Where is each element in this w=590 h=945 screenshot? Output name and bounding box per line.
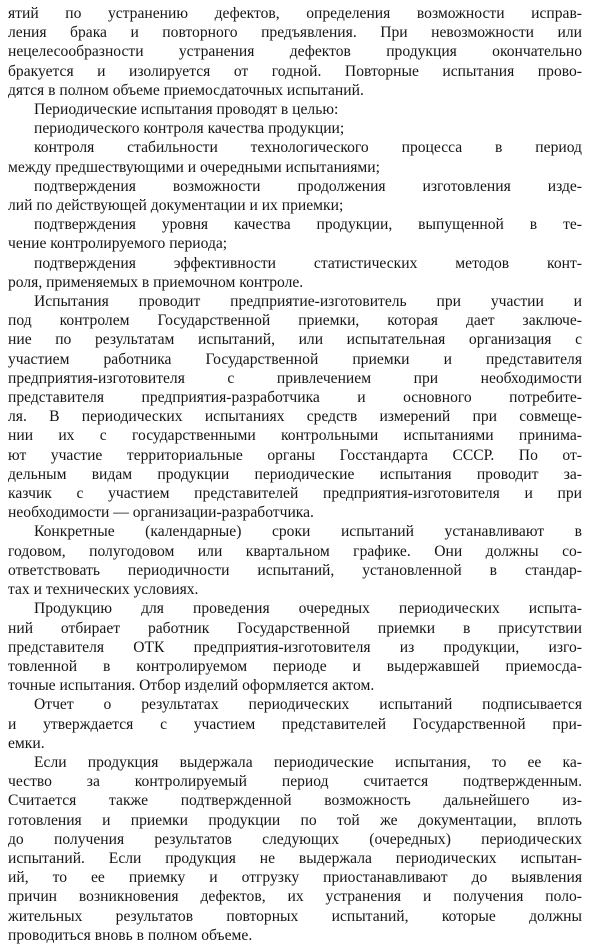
paragraph: [8, 254, 582, 292]
text-line: жительных результатов повторных испытаний, которые должны: [8, 907, 582, 925]
paragraph: [8, 215, 582, 253]
text-line: под контролем Государственной приемки, которая дает заключе-: [8, 312, 582, 330]
text-line: Конкретные (календарные) сроки испытаний устанавливают в: [34, 523, 582, 541]
text-line: ют участие территориальные органы Госстандарта СССР. По от-: [8, 446, 582, 464]
text-line: чение контролируемого периода;: [8, 235, 228, 253]
text-line: дельным видам продукции периодические испытания проводит за-: [8, 465, 582, 483]
text-line: подтверждения эффективности статистических методов конт-: [34, 254, 582, 272]
paragraph: [8, 119, 582, 138]
text-line: Испытания проводит предприятие-изготовитель при участии и: [34, 293, 582, 311]
text-line: Отчет о результатах периодических испытаний подписывается: [34, 696, 582, 714]
text-line: ля. В периодических испытаниях средств измерений при совмеще-: [8, 408, 582, 426]
text-line: лий по действующей документации и их приемки;: [8, 197, 344, 215]
text-line: ний отбирает работник Государственной приемки в присутствии: [8, 619, 582, 637]
text-line: точные испытания. Отбор изделий оформляется актом.: [8, 677, 375, 695]
text-line: ления брака и повторного предъявления. При невозможности или: [8, 24, 582, 42]
text-line: необходимости — организации-разработчика.: [8, 504, 314, 522]
paragraph: [8, 695, 582, 753]
text-line: Считается также подтвержденной возможность дальнейшего из-: [8, 792, 582, 810]
text-line: нии их с государственными контрольными испытаниями принима-: [8, 427, 582, 445]
text-line: ий, то ее приемку и отгрузку приостанавливают до выявления: [8, 869, 582, 887]
text-line: периодического контроля качества продукции;: [34, 120, 345, 138]
text-line: тах и технических условиях.: [8, 581, 199, 599]
paragraph: [8, 522, 582, 599]
text-line: контроля стабильности технологического процесса в период: [34, 139, 582, 157]
text-line: готовления и приемки продукции по той же документации, вплоть: [8, 811, 582, 829]
text-line: роля, применяемых в приемочном контроле.: [8, 273, 304, 291]
text-line: дятся в полном объеме приемосдаточных испытаний.: [8, 81, 364, 99]
text-line: бракуется и изолируется от годной. Повторные испытания прово-: [8, 62, 582, 80]
text-line: между предшествующими и очередными испытаниями;: [8, 158, 380, 176]
text-line: и утверждается с участием представителей Государственной при-: [8, 715, 582, 733]
text-line: Периодические испытания проводят в целью:: [34, 101, 339, 119]
paragraph: [8, 138, 582, 176]
text-line: товленной в контролируемом периоде и выдержавшей приемосда-: [8, 657, 582, 675]
paragraph: [8, 753, 582, 945]
paragraph: [8, 599, 582, 695]
text-line: Если продукция выдержала периодические испытания, то ее ка-: [34, 753, 582, 771]
paragraph: [8, 100, 582, 119]
text-line: проводиться вновь в полном объеме.: [8, 926, 253, 944]
text-line: ответствовать периодичности испытаний, установленной в стандар-: [8, 561, 582, 579]
paragraph: [8, 4, 582, 100]
text-line: казчик с участием представителей предприятия-изготовителя и при: [8, 485, 582, 503]
text-line: подтверждения уровня качества продукции, выпущенной в те-: [34, 216, 582, 234]
text-line: чество за контролируемый период считается подтвержденным.: [8, 773, 582, 791]
text-line: представителя предприятия-разработчика и основного потребите-: [8, 389, 582, 407]
text-line: Продукцию для проведения очередных периодических испыта-: [34, 600, 582, 618]
paragraph: [8, 177, 582, 215]
text-line: нецелесообразности устранения дефектов продукция окончательно: [8, 43, 582, 61]
paragraph: [8, 292, 582, 522]
text-line: ятий по устранению дефектов, определения возможности исправ-: [8, 5, 582, 22]
text-line: подтверждения возможности продолжения изготовления изде-: [34, 177, 582, 195]
text-line: испытаний. Если продукция не выдержала периодических испытан-: [8, 849, 582, 867]
text-line: до получения результатов следующих (очередных) периодических: [8, 830, 582, 848]
text-line: емки.: [8, 734, 45, 752]
text-line: представителя ОТК предприятия-изготовителя из продукции, изго-: [8, 638, 582, 656]
text-line: ние по результатам испытаний, или испытательная организация с: [8, 331, 582, 349]
text-line: годовом, полугодовом или квартальном графике. Они должны со-: [8, 542, 582, 560]
text-line: предприятия-изготовителя с привлечением при необходимости: [8, 369, 582, 387]
text-line: причин возникновения дефектов, их устранения и получения поло-: [8, 888, 582, 906]
text-line: участием работника Государственной приемки и представителя: [8, 350, 582, 368]
